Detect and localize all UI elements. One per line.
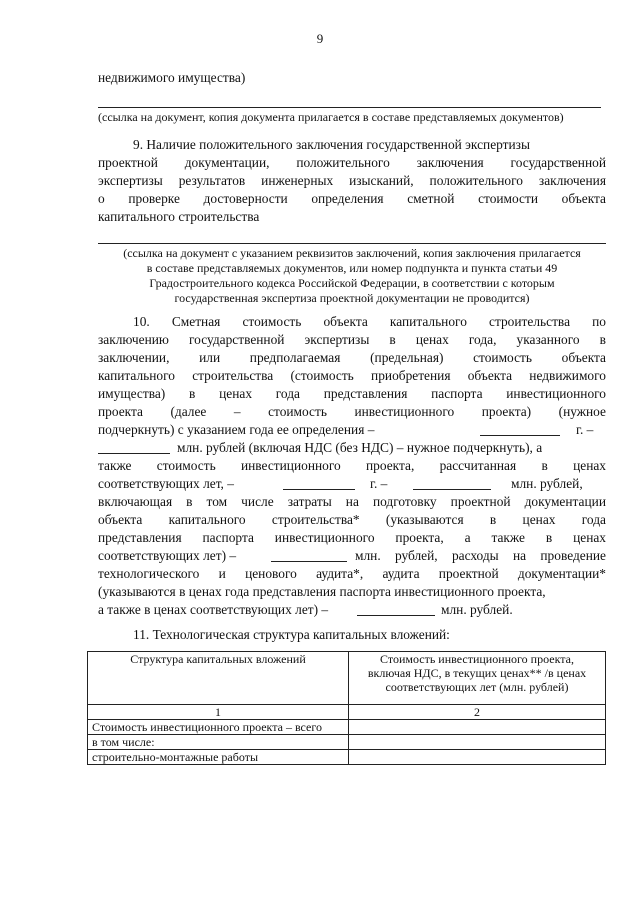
item9-note-line-2: в составе представляемых документов, или номер подпункта и пункта статьи 49 bbox=[146, 261, 558, 275]
item8-note: (ссылка на документ, копия документа прилагается в составе представляемых документов) bbox=[98, 110, 564, 124]
item10-line-10b: г. – bbox=[370, 476, 388, 491]
amount-blank-4 bbox=[357, 603, 435, 621]
item8-tail-text: недвижимого имущества) bbox=[98, 70, 246, 85]
row-label: Стоимость инвестиционного проекта – всего bbox=[88, 720, 349, 735]
item10-line-15: технологического и ценового аудита*, аудита проектной документации* bbox=[98, 566, 606, 581]
item9-note-line-1: (ссылка на документ с указанием реквизитов заключений, копия заключения прилагается bbox=[123, 246, 581, 260]
item9-line-1: 9. Наличие положительного заключения государственной экспертизы bbox=[133, 137, 530, 152]
item10-line-1: 10. Сметная стоимость объекта капитального строительства по bbox=[133, 314, 606, 329]
row-value-cell bbox=[349, 720, 606, 735]
table-row bbox=[88, 750, 606, 765]
item10-line-10a: соответствующих лет, – bbox=[98, 476, 234, 491]
item10-line-12: объекта капитального строительства* (указываются в ценах года bbox=[98, 512, 606, 527]
item10-line-7a: подчеркнуть) с указанием года ее определения – bbox=[98, 422, 375, 437]
year-blank-2 bbox=[283, 477, 355, 495]
item10-line-16: (указываются в ценах года представления паспорта инвестиционного проекта, bbox=[98, 584, 546, 599]
item10-line-17a: а также в ценах соответствующих лет) – bbox=[98, 602, 329, 617]
table-row bbox=[88, 720, 606, 735]
table-row bbox=[88, 735, 606, 750]
col2-number: 2 bbox=[349, 705, 606, 720]
item10-line-5: имущества) в ценах года представления паспорта инвестиционного bbox=[98, 386, 606, 401]
col2-header: Стоимость инвестиционного проекта, включая НДС, в текущих ценах** /в ценах соответствующих лет (млн. рублей) bbox=[349, 652, 606, 705]
item10-line-10c: млн. рублей, bbox=[511, 476, 583, 491]
row-label: в том числе: bbox=[88, 735, 349, 750]
item8-blank-line bbox=[98, 107, 601, 108]
item10-line-13: представления паспорта инвестиционного проекта, а также в ценах bbox=[98, 530, 606, 545]
row-value-cell bbox=[349, 750, 606, 765]
item10-line-4: капитального строительства (стоимость приобретения объекта недвижимого bbox=[98, 368, 606, 383]
item10-line-9: также стоимость инвестиционного проекта, рассчитанная в ценах bbox=[98, 458, 606, 473]
row-value-cell bbox=[349, 735, 606, 750]
amount-blank-2 bbox=[413, 477, 491, 495]
item10-line-2: заключению государственной экспертизы в ценах года, указанного в bbox=[98, 332, 606, 347]
item9-line-4: о проверке достоверности определения сметной стоимости объекта bbox=[98, 191, 606, 206]
item9-blank-line bbox=[98, 243, 606, 244]
item10-line-3: заключении, или предполагаемая (предельная) стоимость объекта bbox=[98, 350, 606, 365]
item10-line-14b: млн. рублей, расходы на проведение bbox=[355, 548, 606, 563]
item10-line-8: млн. рублей (включая НДС (без НДС) – нужное подчеркнуть), а bbox=[177, 440, 543, 455]
item9-line-5: капитального строительства bbox=[98, 209, 260, 224]
item10-line-7b: г. – bbox=[576, 422, 594, 437]
amount-blank-1 bbox=[98, 441, 170, 459]
item9-note-line-3: Градостроительного кодекса Российской Федерации, в соответствии с которым bbox=[149, 276, 555, 290]
row-label: строительно-монтажные работы bbox=[88, 750, 349, 765]
item10-line-14a: соответствующих лет) – bbox=[98, 548, 237, 563]
amount-blank-3 bbox=[271, 549, 347, 567]
item9-line-3: экспертизы результатов инженерных изысканий, положительного заключения bbox=[98, 173, 606, 188]
item11-title: 11. Технологическая структура капитальных вложений: bbox=[133, 627, 450, 642]
col1-number: 1 bbox=[88, 705, 349, 720]
item10-line-17b: млн. рублей. bbox=[441, 602, 513, 617]
item10-line-6: проекта (далее – стоимость инвестиционного проекта) (нужное bbox=[98, 404, 606, 419]
item10-line-11: включающая в том числе затраты на подготовку проектной документации bbox=[98, 494, 606, 509]
table-number-row bbox=[88, 705, 606, 720]
col1-header: Структура капитальных вложений bbox=[88, 652, 349, 705]
capital-structure-table bbox=[87, 651, 606, 765]
item9-line-2: проектной документации, положительного заключения государственной bbox=[98, 155, 606, 170]
page-number: 9 bbox=[316, 31, 324, 46]
year-blank-1 bbox=[480, 423, 560, 441]
table-header-row bbox=[88, 652, 606, 705]
item9-note-line-4: государственная экспертиза проектной документации не проводится) bbox=[174, 291, 530, 305]
